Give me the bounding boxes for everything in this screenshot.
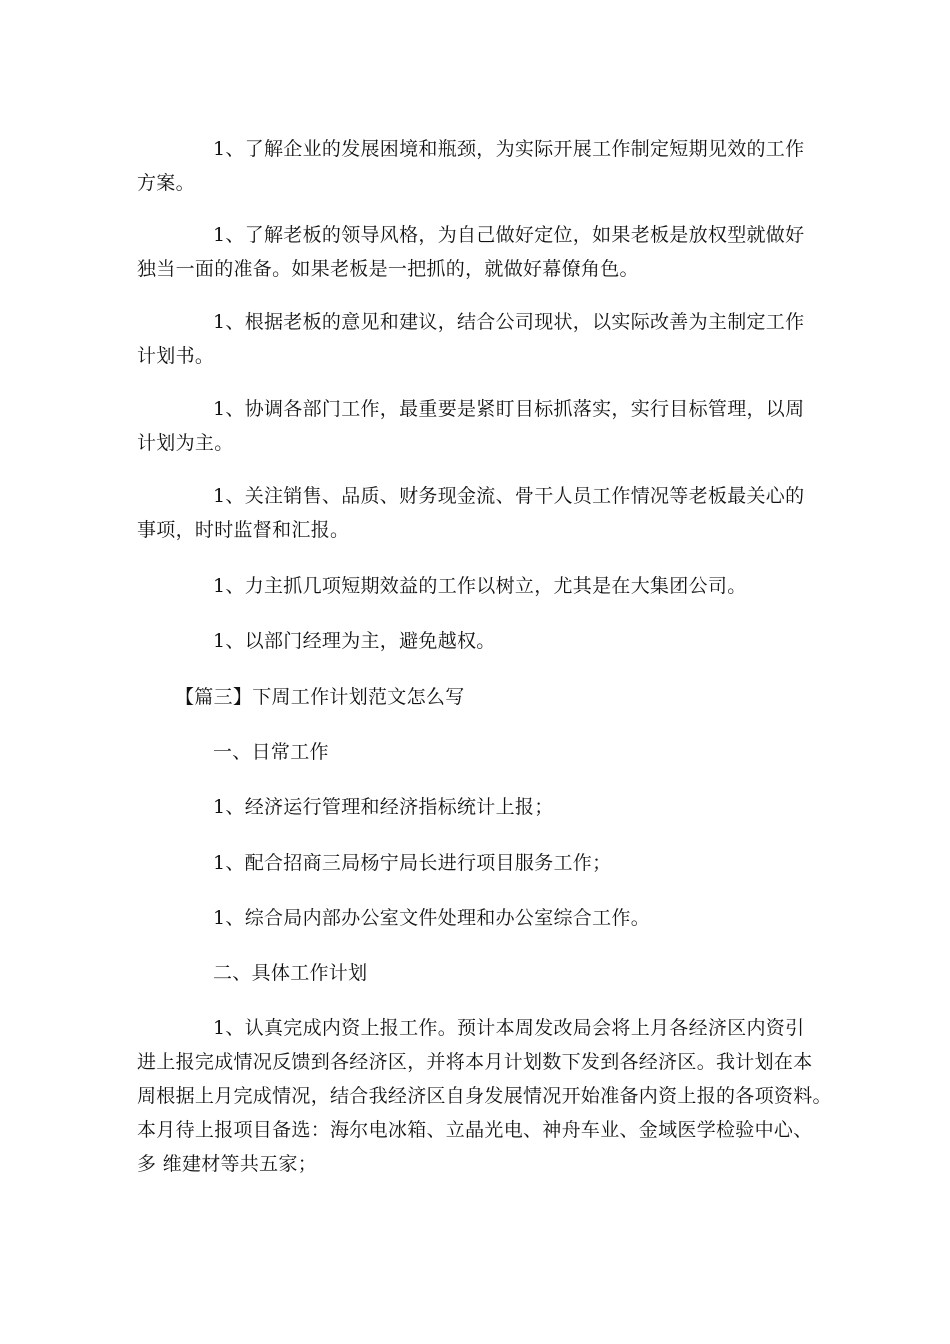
paragraph-3 [137,305,827,373]
text-line: 计划为主。 [137,432,234,454]
subheading-work-plan [137,956,827,990]
text-line: 1、以部门经理为主，避免越权。 [213,630,496,652]
heading-line: 【篇三】下周工作计划范文怎么写 [175,686,465,708]
text-line: 1、根据老板的意见和建议，结合公司现状，以实际改善为主制定工作 [213,311,805,333]
paragraph-11 [137,1011,832,1181]
text-line: 多 维建材等共五家； [137,1153,318,1175]
paragraph-4 [137,392,827,460]
text-line: 1、配合招商三局杨宁局长进行项目服务工作； [213,852,612,874]
text-line: 方案。 [137,172,195,194]
paragraph-5 [137,479,827,547]
text-line: 1、经济运行管理和经济指标统计上报； [213,796,554,818]
text-line: 1、综合局内部办公室文件处理和办公室综合工作。 [213,907,650,929]
paragraph-2 [137,218,827,286]
text-line: 进上报完成情况反馈到各经济区，并将本月计划数下发到各经济区。我计划在本 [137,1051,813,1073]
subheading-daily-work [137,735,827,769]
paragraph-9 [137,846,827,880]
section-heading [137,680,827,714]
paragraph-1 [137,132,827,200]
paragraph-6 [137,569,827,603]
text-line: 计划书。 [137,345,215,367]
text-line: 1、认真完成内资上报工作。预计本周发改局会将上月各经济区内资引 [213,1017,805,1039]
text-line: 事项，时时监督和汇报。 [137,519,350,541]
text-line: 周根据上月完成情况，结合我经济区自身发展情况开始准备内资上报的各项资料。 [137,1085,832,1107]
text-line: 1、力主抓几项短期效益的工作以树立，尤其是在大集团公司。 [213,575,747,597]
text-line: 本月待上报项目备选：海尔电冰箱、立晶光电、神舟车业、金域医学检验中心、 [137,1119,813,1141]
text-line: 1、了解企业的发展困境和瓶颈，为实际开展工作制定短期见效的工作 [213,138,805,160]
heading-line: 二、具体工作计划 [213,962,368,984]
text-line: 1、关注销售、品质、财务现金流、骨干人员工作情况等老板最关心的 [213,485,805,507]
paragraph-10 [137,901,827,935]
paragraph-7 [137,624,827,658]
heading-line: 一、日常工作 [213,741,329,763]
paragraph-8 [137,790,827,824]
text-line: 1、了解老板的领导风格，为自己做好定位，如果老板是放权型就做好 [213,224,805,246]
text-line: 独当一面的准备。如果老板是一把抓的，就做好幕僚角色。 [137,258,639,280]
text-line: 1、协调各部门工作，最重要是紧盯目标抓落实，实行目标管理，以周 [213,398,805,420]
